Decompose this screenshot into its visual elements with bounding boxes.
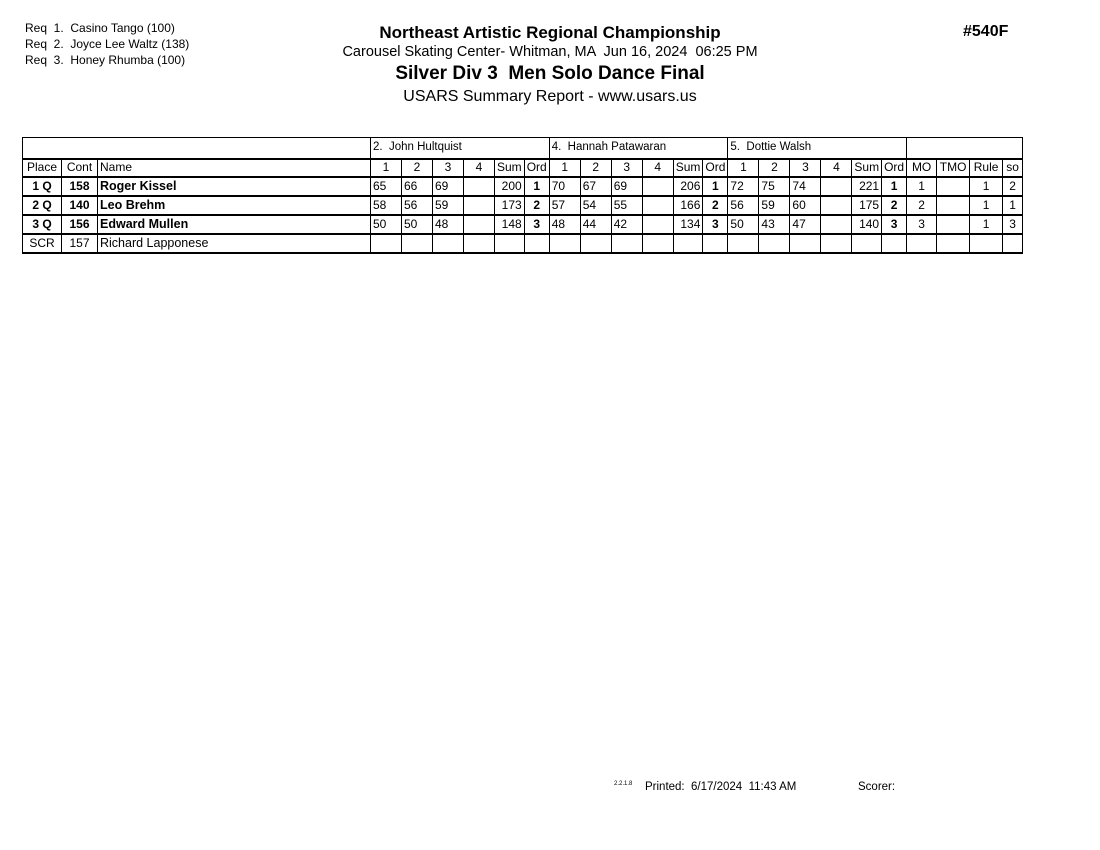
col-header-judge2-3: 3 [611,159,642,177]
judge2-score-3 [611,234,642,253]
judge1-score-1: 50 [371,215,402,234]
judge3-score-1: 56 [728,196,759,215]
judge1-sum: 148 [495,215,525,234]
software-version: 2.2.1.8 [614,781,633,787]
venue-date-line: Carousel Skating Center- Whitman, MA Jun 16, 2024 06:25 PM [342,44,758,60]
judge1-score-3: 59 [433,196,464,215]
judge2-sum: 166 [673,196,703,215]
col-header-cont: Cont [62,159,98,177]
judge1-score-2: 56 [402,196,433,215]
judge3-score-1: 72 [728,177,759,196]
place-cell: SCR [23,234,62,253]
judge1-score-4 [464,215,495,234]
col-header-judge3-4: 4 [821,159,852,177]
judge-header-spacer-right [907,138,1023,159]
printed-label: Printed: [645,781,685,793]
col-header-mo: MO [907,159,937,177]
judge3-sum: 221 [852,177,882,196]
judge3-score-3: 60 [790,196,821,215]
col-header-judge3-2: 2 [759,159,790,177]
cont-cell: 157 [62,234,98,253]
name-cell: Richard Lapponese [98,234,371,253]
name-cell: Edward Mullen [98,215,371,234]
result-row-3 [23,215,1023,234]
result-row-4 [23,234,1023,253]
col-header-judge1-sum: Sum [495,159,525,177]
judge3-score-3: 74 [790,177,821,196]
judge1-score-1 [371,234,402,253]
judge2-score-4 [642,234,673,253]
judge3-score-3: 47 [790,215,821,234]
results-table-wrap [22,137,1023,254]
col-header-judge2-sum: Sum [673,159,703,177]
judge2-score-1 [549,234,580,253]
tmo-cell [937,234,970,253]
judge3-sum: 175 [852,196,882,215]
judge1-score-4 [464,177,495,196]
judge2-ord: 1 [703,177,728,196]
judge3-score-4 [821,215,852,234]
result-row-1 [23,177,1023,196]
col-header-judge2-2: 2 [580,159,611,177]
judge3-ord [882,234,907,253]
judge3-ord: 3 [882,215,907,234]
judge1-ord: 1 [524,177,549,196]
tmo-cell [937,177,970,196]
col-header-judge1-ord: Ord [524,159,549,177]
judge1-ord: 3 [524,215,549,234]
judge2-score-1: 48 [549,215,580,234]
mo-cell: 2 [907,196,937,215]
judge2-score-3: 55 [611,196,642,215]
report-header [0,22,1100,108]
judge2-score-3: 69 [611,177,642,196]
judge3-score-3 [790,234,821,253]
judge-name-header-2: 4. Hannah Patawaran [549,138,728,159]
judge2-ord [703,234,728,253]
col-header-tmo: TMO [937,159,970,177]
judge2-score-3: 42 [611,215,642,234]
mo-cell: 3 [907,215,937,234]
judge1-score-1: 65 [371,177,402,196]
col-header-so: so [1003,159,1023,177]
result-row-2 [23,196,1023,215]
so-cell: 1 [1003,196,1023,215]
judge2-sum: 134 [673,215,703,234]
judge2-score-1: 57 [549,196,580,215]
judge1-score-3: 69 [433,177,464,196]
cont-cell: 158 [62,177,98,196]
judge2-score-1: 70 [549,177,580,196]
judge3-score-4 [821,234,852,253]
judge1-sum: 200 [495,177,525,196]
judge1-sum: 173 [495,196,525,215]
printed-timestamp [645,781,796,793]
judge3-score-2 [759,234,790,253]
col-header-judge3-ord: Ord [882,159,907,177]
judge3-sum: 140 [852,215,882,234]
judge3-score-2: 43 [759,215,790,234]
judge2-score-4 [642,196,673,215]
event-number: #540F [963,23,1009,40]
cont-cell: 140 [62,196,98,215]
req-line-3: Req 3. Honey Rhumba (100) [25,53,186,67]
judge2-sum: 206 [673,177,703,196]
judge3-score-2: 59 [759,196,790,215]
rule-cell: 1 [970,177,1003,196]
so-cell [1003,234,1023,253]
col-header-judge2-ord: Ord [703,159,728,177]
judge2-ord: 2 [703,196,728,215]
judge3-score-4 [821,196,852,215]
name-cell: Leo Brehm [98,196,371,215]
judge1-score-2 [402,234,433,253]
judge3-score-1 [728,234,759,253]
judge1-ord: 2 [524,196,549,215]
judge3-score-2: 75 [759,177,790,196]
judge2-score-2 [580,234,611,253]
results-table [22,137,1023,254]
req-line-2: Req 2. Joyce Lee Waltz (138) [25,37,190,51]
col-header-judge2-1: 1 [549,159,580,177]
place-cell: 3 Q [23,215,62,234]
col-header-judge1-4: 4 [464,159,495,177]
judge1-score-2: 66 [402,177,433,196]
judge3-ord: 1 [882,177,907,196]
judge2-score-2: 67 [580,177,611,196]
judge3-score-4 [821,177,852,196]
judge3-sum [852,234,882,253]
col-header-name: Name [98,159,371,177]
tmo-cell [937,215,970,234]
judge2-ord: 3 [703,215,728,234]
col-header-judge1-2: 2 [402,159,433,177]
judge1-score-1: 58 [371,196,402,215]
so-cell: 3 [1003,215,1023,234]
printed-value: 6/17/2024 11:43 AM [691,781,797,793]
cont-cell: 156 [62,215,98,234]
rule-cell: 1 [970,215,1003,234]
mo-cell [907,234,937,253]
col-header-judge1-3: 3 [433,159,464,177]
report-type-line: USARS Summary Report - www.usars.us [403,88,697,105]
championship-title: Northeast Artistic Regional Championship [379,23,721,42]
col-header-judge1-1: 1 [371,159,402,177]
judge2-score-2: 54 [580,196,611,215]
mo-cell: 1 [907,177,937,196]
req-line-1: Req 1. Casino Tango (100) [25,21,175,35]
judge1-score-3: 48 [433,215,464,234]
place-cell: 1 Q [23,177,62,196]
judge2-score-2: 44 [580,215,611,234]
judge3-ord: 2 [882,196,907,215]
judge2-score-4 [642,177,673,196]
event-title: Silver Div 3 Men Solo Dance Final [395,63,705,84]
judge2-score-4 [642,215,673,234]
judge1-ord [524,234,549,253]
col-header-judge3-3: 3 [790,159,821,177]
so-cell: 2 [1003,177,1023,196]
judge2-sum [673,234,703,253]
tmo-cell [937,196,970,215]
col-header-place: Place [23,159,62,177]
col-header-rule: Rule [970,159,1003,177]
col-header-judge2-4: 4 [642,159,673,177]
col-header-judge3-1: 1 [728,159,759,177]
rule-cell [970,234,1003,253]
judge1-score-4 [464,196,495,215]
judge1-score-2: 50 [402,215,433,234]
judge-header-spacer-left [23,138,371,159]
name-cell: Roger Kissel [98,177,371,196]
rule-cell: 1 [970,196,1003,215]
col-header-judge3-sum: Sum [852,159,882,177]
judge-name-header-3: 5. Dottie Walsh [728,138,907,159]
judge3-score-1: 50 [728,215,759,234]
judge1-score-4 [464,234,495,253]
scorer-label: Scorer: [858,781,896,793]
judge-name-header-1: 2. John Hultquist [371,138,550,159]
judge1-sum [495,234,525,253]
place-cell: 2 Q [23,196,62,215]
judge1-score-3 [433,234,464,253]
